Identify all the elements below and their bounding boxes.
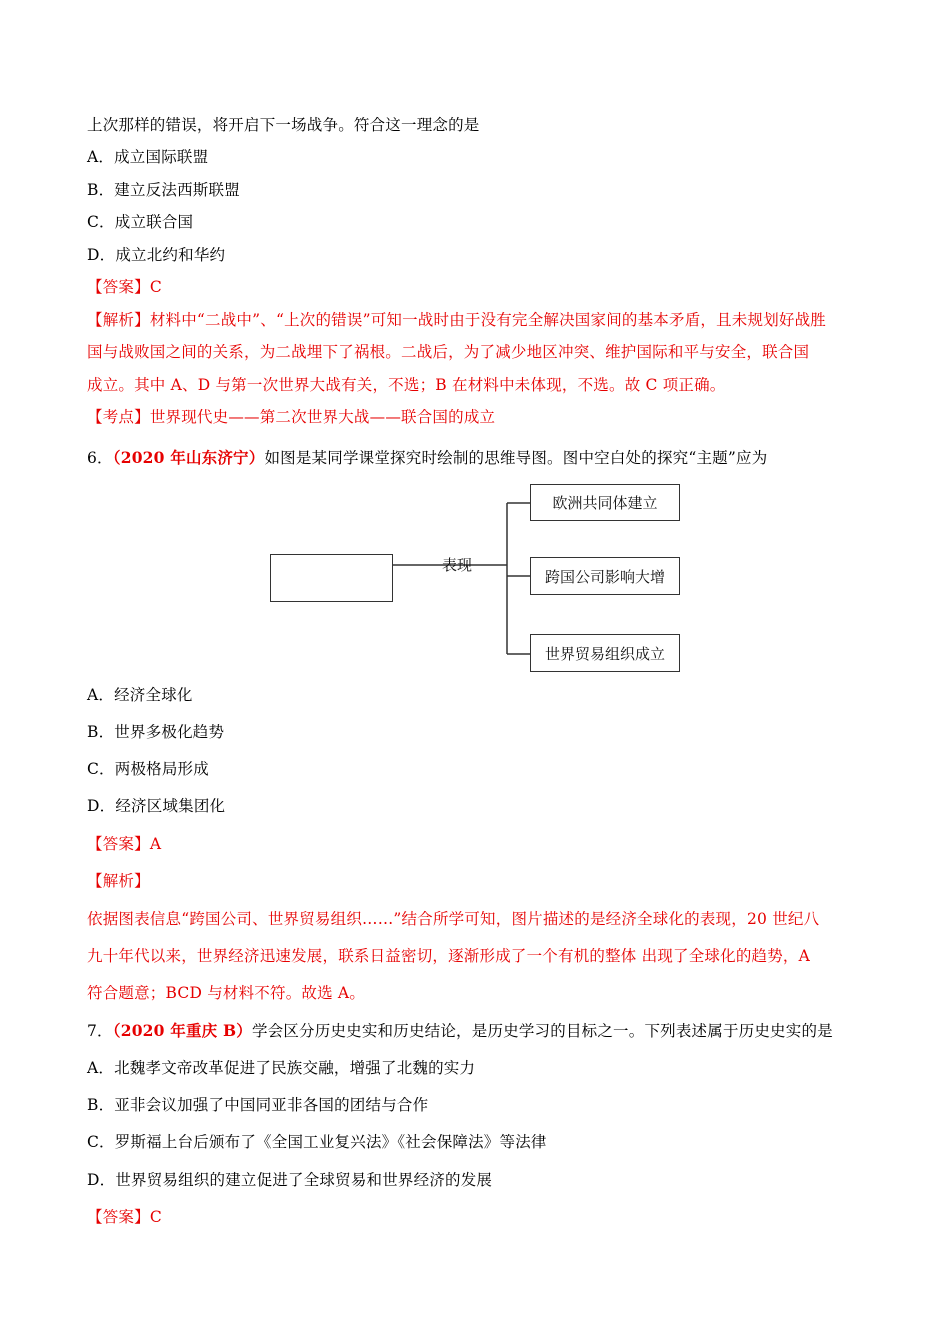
node-multinational-companies: 跨国公司影响大增 xyxy=(530,557,680,595)
analysis-tag: 【解析】 xyxy=(87,311,150,329)
q7-option-d: D．世界贸易组织的建立促进了全球贸易和世界经济的发展 xyxy=(87,1171,493,1189)
answer-tag: 【答案】 xyxy=(87,1208,150,1226)
analysis-text: 材料中“二战中”、“上次的错误”可知一战时由于没有完全解决国家间的基本矛盾，且未规划好战胜 xyxy=(149,311,827,329)
point-tag: 【考点】 xyxy=(87,408,150,426)
question-number: 7． xyxy=(87,1022,113,1040)
q5-analysis-line-1 xyxy=(87,309,826,331)
q5-option-b: B．建立反法西斯联盟 xyxy=(87,181,240,199)
q6-analysis-line-2: 九十年代以来，世界经济迅速发展，联系日益密切，逐渐形成了一个有机的整体 出现了全球化的趋势，A xyxy=(87,947,811,965)
q6-analysis-line-3: 符合题意；BCD 与材料不符。故选 A。 xyxy=(87,984,366,1002)
q6-option-a: A．经济全球化 xyxy=(87,686,193,704)
question-source: （2020 年重庆 B） xyxy=(112,1021,252,1040)
branch-label: 表现 xyxy=(442,556,473,574)
question-number: 6． xyxy=(87,449,113,467)
answer-value: A xyxy=(149,835,162,853)
question-source: （2020 年山东济宁） xyxy=(112,448,265,467)
q5-stem-tail: 上次那样的错误，将开启下一场战争。符合这一理念的是 xyxy=(87,116,480,134)
q6-option-c: C．两极格局形成 xyxy=(87,760,209,778)
q5-answer xyxy=(87,276,162,298)
q5-analysis-line-2: 国与战败国之间的关系，为二战埋下了祸根。二战后，为了减少地区冲突、维护国际和平与安全，联合国 xyxy=(87,343,810,361)
q6-analysis-tag: 【解析】 xyxy=(87,872,150,890)
answer-tag: 【答案】 xyxy=(87,278,150,296)
q5-option-d: D．成立北约和华约 xyxy=(87,246,226,264)
question-text: 学会区分历史史实和历史结论，是历史学习的目标之一。下列表述属于历史史实的是 xyxy=(251,1022,833,1040)
question-text: 如图是某同学课堂探究时绘制的思维导图。图中空白处的探究“主题”应为 xyxy=(264,449,768,467)
q6-stem xyxy=(87,447,767,469)
q6-option-b: B．世界多极化趋势 xyxy=(87,723,225,741)
q5-point xyxy=(87,406,495,428)
q5-option-a: A．成立国际联盟 xyxy=(87,148,209,166)
q7-answer xyxy=(87,1206,162,1228)
q7-option-c: C．罗斯福上台后颁布了《全国工业复兴法》《社会保障法》等法律 xyxy=(87,1133,547,1151)
node-wto: 世界贸易组织成立 xyxy=(530,634,680,672)
q5-option-c: C．成立联合国 xyxy=(87,213,194,231)
answer-tag: 【答案】 xyxy=(87,835,150,853)
q7-option-a: A．北魏孝文帝改革促进了民族交融，增强了北魏的实力 xyxy=(87,1059,476,1077)
q6-option-d: D．经济区域集团化 xyxy=(87,797,226,815)
mind-map-diagram xyxy=(270,484,690,676)
q6-analysis-line-1: 依据图表信息“跨国公司、世界贸易组织……”结合所学可知，图片描述的是经济全球化的表现，20 世纪八 xyxy=(87,910,820,928)
point-text: 世界现代史——第二次世界大战——联合国的成立 xyxy=(149,408,496,426)
q6-answer xyxy=(87,833,161,855)
answer-value: C xyxy=(149,278,162,296)
q7-option-b: B．亚非会议加强了中国同亚非各国的团结与合作 xyxy=(87,1096,429,1114)
answer-value: C xyxy=(149,1208,162,1226)
q5-analysis-line-3: 成立。其中 A、D 与第一次世界大战有关，不选；B 在材料中未体现，不选。故 C 项正确。 xyxy=(87,376,726,394)
node-european-community: 欧洲共同体建立 xyxy=(530,484,680,521)
theme-blank-box xyxy=(270,554,393,602)
q7-stem xyxy=(87,1020,833,1042)
